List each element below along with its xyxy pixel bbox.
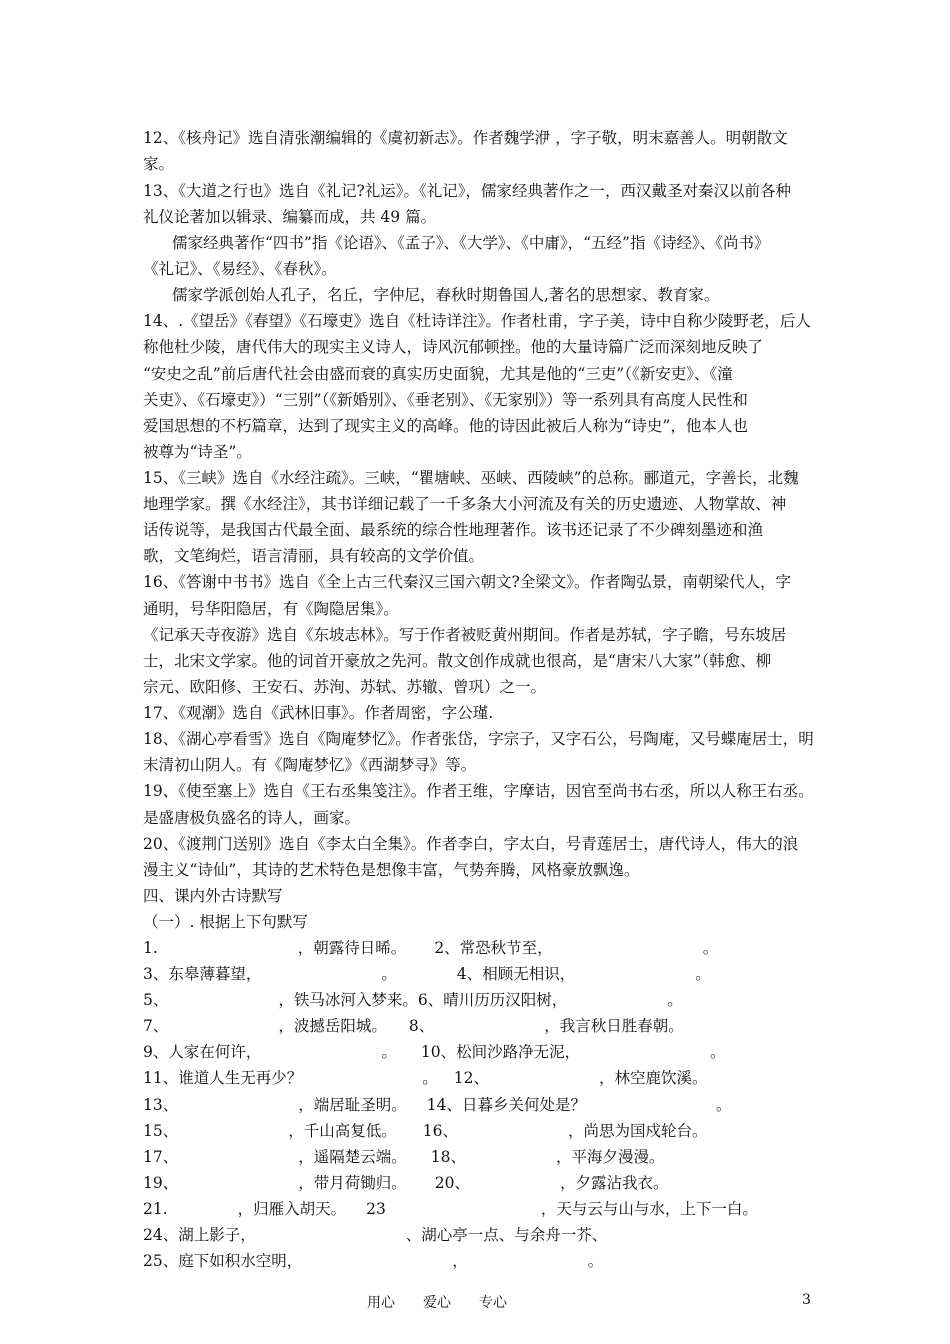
text-line: 家。: [143, 155, 175, 173]
page-number: 3: [802, 1292, 811, 1308]
exercise-line: 24、湖上影子， 、湖心亭一点、与余舟一芥、: [143, 1226, 608, 1244]
text-line: 被尊为“诗圣”。: [143, 443, 252, 461]
text-line: 歌，文笔绚烂，语言清丽，具有较高的文学价值。: [143, 547, 485, 565]
subsection-heading: （一）. 根据上下句默写: [143, 913, 308, 931]
text-line: 14、.《望岳》《春望》《石壕吏》选自《杜诗详注》。作者杜甫，字子美，诗中自称少陵野老，后人: [143, 312, 811, 330]
text-line: 礼仪论著加以辑录、编纂而成，共 49 篇。: [143, 208, 437, 226]
text-line: 15、《三峡》选自《水经注疏》。三峡，“瞿塘峡、巫峡、西陵峡”的总称。郦道元，字善长，北魏: [143, 469, 799, 487]
text-line: 爱国思想的不朽篇章，达到了现实主义的高峰。他的诗因此被后人称为“诗史”，他本人也: [143, 417, 748, 435]
exercise-line: 9、人家在何许， 。 10、松间沙路净无泥， 。: [143, 1043, 726, 1061]
text-line: 宗元、欧阳修、王安石、苏洵、苏轼、苏辙、曾巩）之一。: [143, 678, 547, 696]
exercise-line: 25、庭下如积水空明， ， 。: [143, 1252, 604, 1270]
text-line: 末清初山阴人。有《陶庵梦忆》《西湖梦寻》等。: [143, 756, 477, 774]
text-line: 称他杜少陵，唐代伟大的现实主义诗人，诗风沉郁顿挫。他的大量诗篇广泛而深刻地反映了: [143, 338, 764, 356]
text-line: 儒家学派创始人孔子，名丘，字仲尼，春秋时期鲁国人,著名的思想家、教育家。: [172, 286, 720, 304]
section-heading: 四、课内外古诗默写: [143, 887, 283, 905]
text-line: 《礼记》、《易经》、《春秋》。: [143, 260, 337, 278]
text-line: “安史之乱”前后唐代社会由盛而衰的真实历史面貌，尤其是他的“三吏”（《新安吏》、《潼: [143, 365, 733, 383]
text-line: 儒家经典著作“四书”指《论语》、《孟子》、《大学》、《中庸》，“五经”指《诗经》、《尚书》: [172, 234, 770, 252]
exercise-line: 13、 ，端居耻圣明。 14、日暮乡关何处是？ 。: [143, 1096, 732, 1114]
text-line: 漫主义“诗仙”，其诗的艺术特色是想像丰富，气势奔腾，风格豪放飘逸。: [143, 861, 640, 879]
exercise-line: 17、 ，遥隔楚云端。 18、 ，平海夕漫漫。: [143, 1148, 665, 1166]
text-line: 士，北宋文学家。他的词首开豪放之先河。散文创作成就也很高，是“唐宋八大家”（韩愈、柳: [143, 652, 772, 670]
text-line: 地理学家。撰《水经注》，其书详细记载了一千多条大小河流及有关的历史遗迹、人物掌故、神: [143, 495, 787, 513]
exercise-line: 19、 ，带月荷锄归。 20、 ，夕露沾我衣。: [143, 1174, 669, 1192]
exercise-line: 1. ，朝露待日晞。 2、常恐秋节至， 。: [143, 939, 719, 957]
text-line: 《记承天寺夜游》选自《东坡志林》。写于作者被贬黄州期间。作者是苏轼，字子瞻，号东坡居: [143, 626, 787, 644]
text-line: 17、《观潮》选自《武林旧事》。作者周密，字公瑾.: [143, 704, 494, 722]
text-line: 19、《使至塞上》选自《王右丞集笺注》。作者王维，字摩诘，因官至尚书右丞，所以人称王右丞。: [143, 782, 814, 800]
text-line: 关吏》、《石壕吏》）“三别”（《新婚别》、《垂老别》、《无家别》）等一系列具有高度人民性和: [143, 391, 748, 409]
footer-motto: 用心 爱心 专心: [367, 1295, 507, 1311]
text-line: 话传说等，是我国古代最全面、最系统的综合性地理著作。该书还记录了不少碑刻墨迹和渔: [143, 521, 764, 539]
text-line: 12、《核舟记》选自清张潮编辑的《虞初新志》。作者魏学洢 ，字子敬，明末嘉善人。明朝散文: [143, 129, 788, 147]
text-line: 13、《大道之行也》选自《礼记?礼运》。《礼记》，儒家经典著作之一，西汉戴圣对秦汉以前各种: [143, 182, 792, 200]
exercise-line: 7、 ，波撼岳阳城。 8、 ，我言秋日胜春朝。: [143, 1017, 684, 1035]
exercise-line: 11、谁道人生无再少？ 。 12、 ，林空鹿饮溪。: [143, 1069, 708, 1087]
text-line: 18、《湖心亭看雪》选自《陶庵梦忆》。作者张岱，字宗子，又字石公，号陶庵，又号蝶庵居士，明: [143, 730, 814, 748]
text-line: 是盛唐极负盛名的诗人，画家。: [143, 809, 361, 827]
exercise-line: 5、 ，铁马冰河入梦来。6、晴川历历汉阳树， 。: [143, 991, 683, 1009]
exercise-line: 3、东皋薄暮望， 。 4、相顾无相识， 。: [143, 965, 711, 983]
text-line: 通明，号华阳隐居，有《陶隐居集》。: [143, 600, 399, 618]
text-line: 20、《渡荆门送别》选自《李太白全集》。作者李白，字太白，号青莲居士，唐代诗人，伟大的浪: [143, 835, 799, 853]
exercise-line: 15、 ，千山高复低。 16、 ，尚思为国戍轮台。: [143, 1122, 708, 1140]
exercise-line: 21. ，归雁入胡天。 23 ，天与云与山与水，上下一白。: [143, 1200, 758, 1218]
text-line: 16、《答谢中书书》选自《全上古三代秦汉三国六朝文?全梁文》。作者陶弘景，南朝梁代人，字: [143, 573, 792, 591]
